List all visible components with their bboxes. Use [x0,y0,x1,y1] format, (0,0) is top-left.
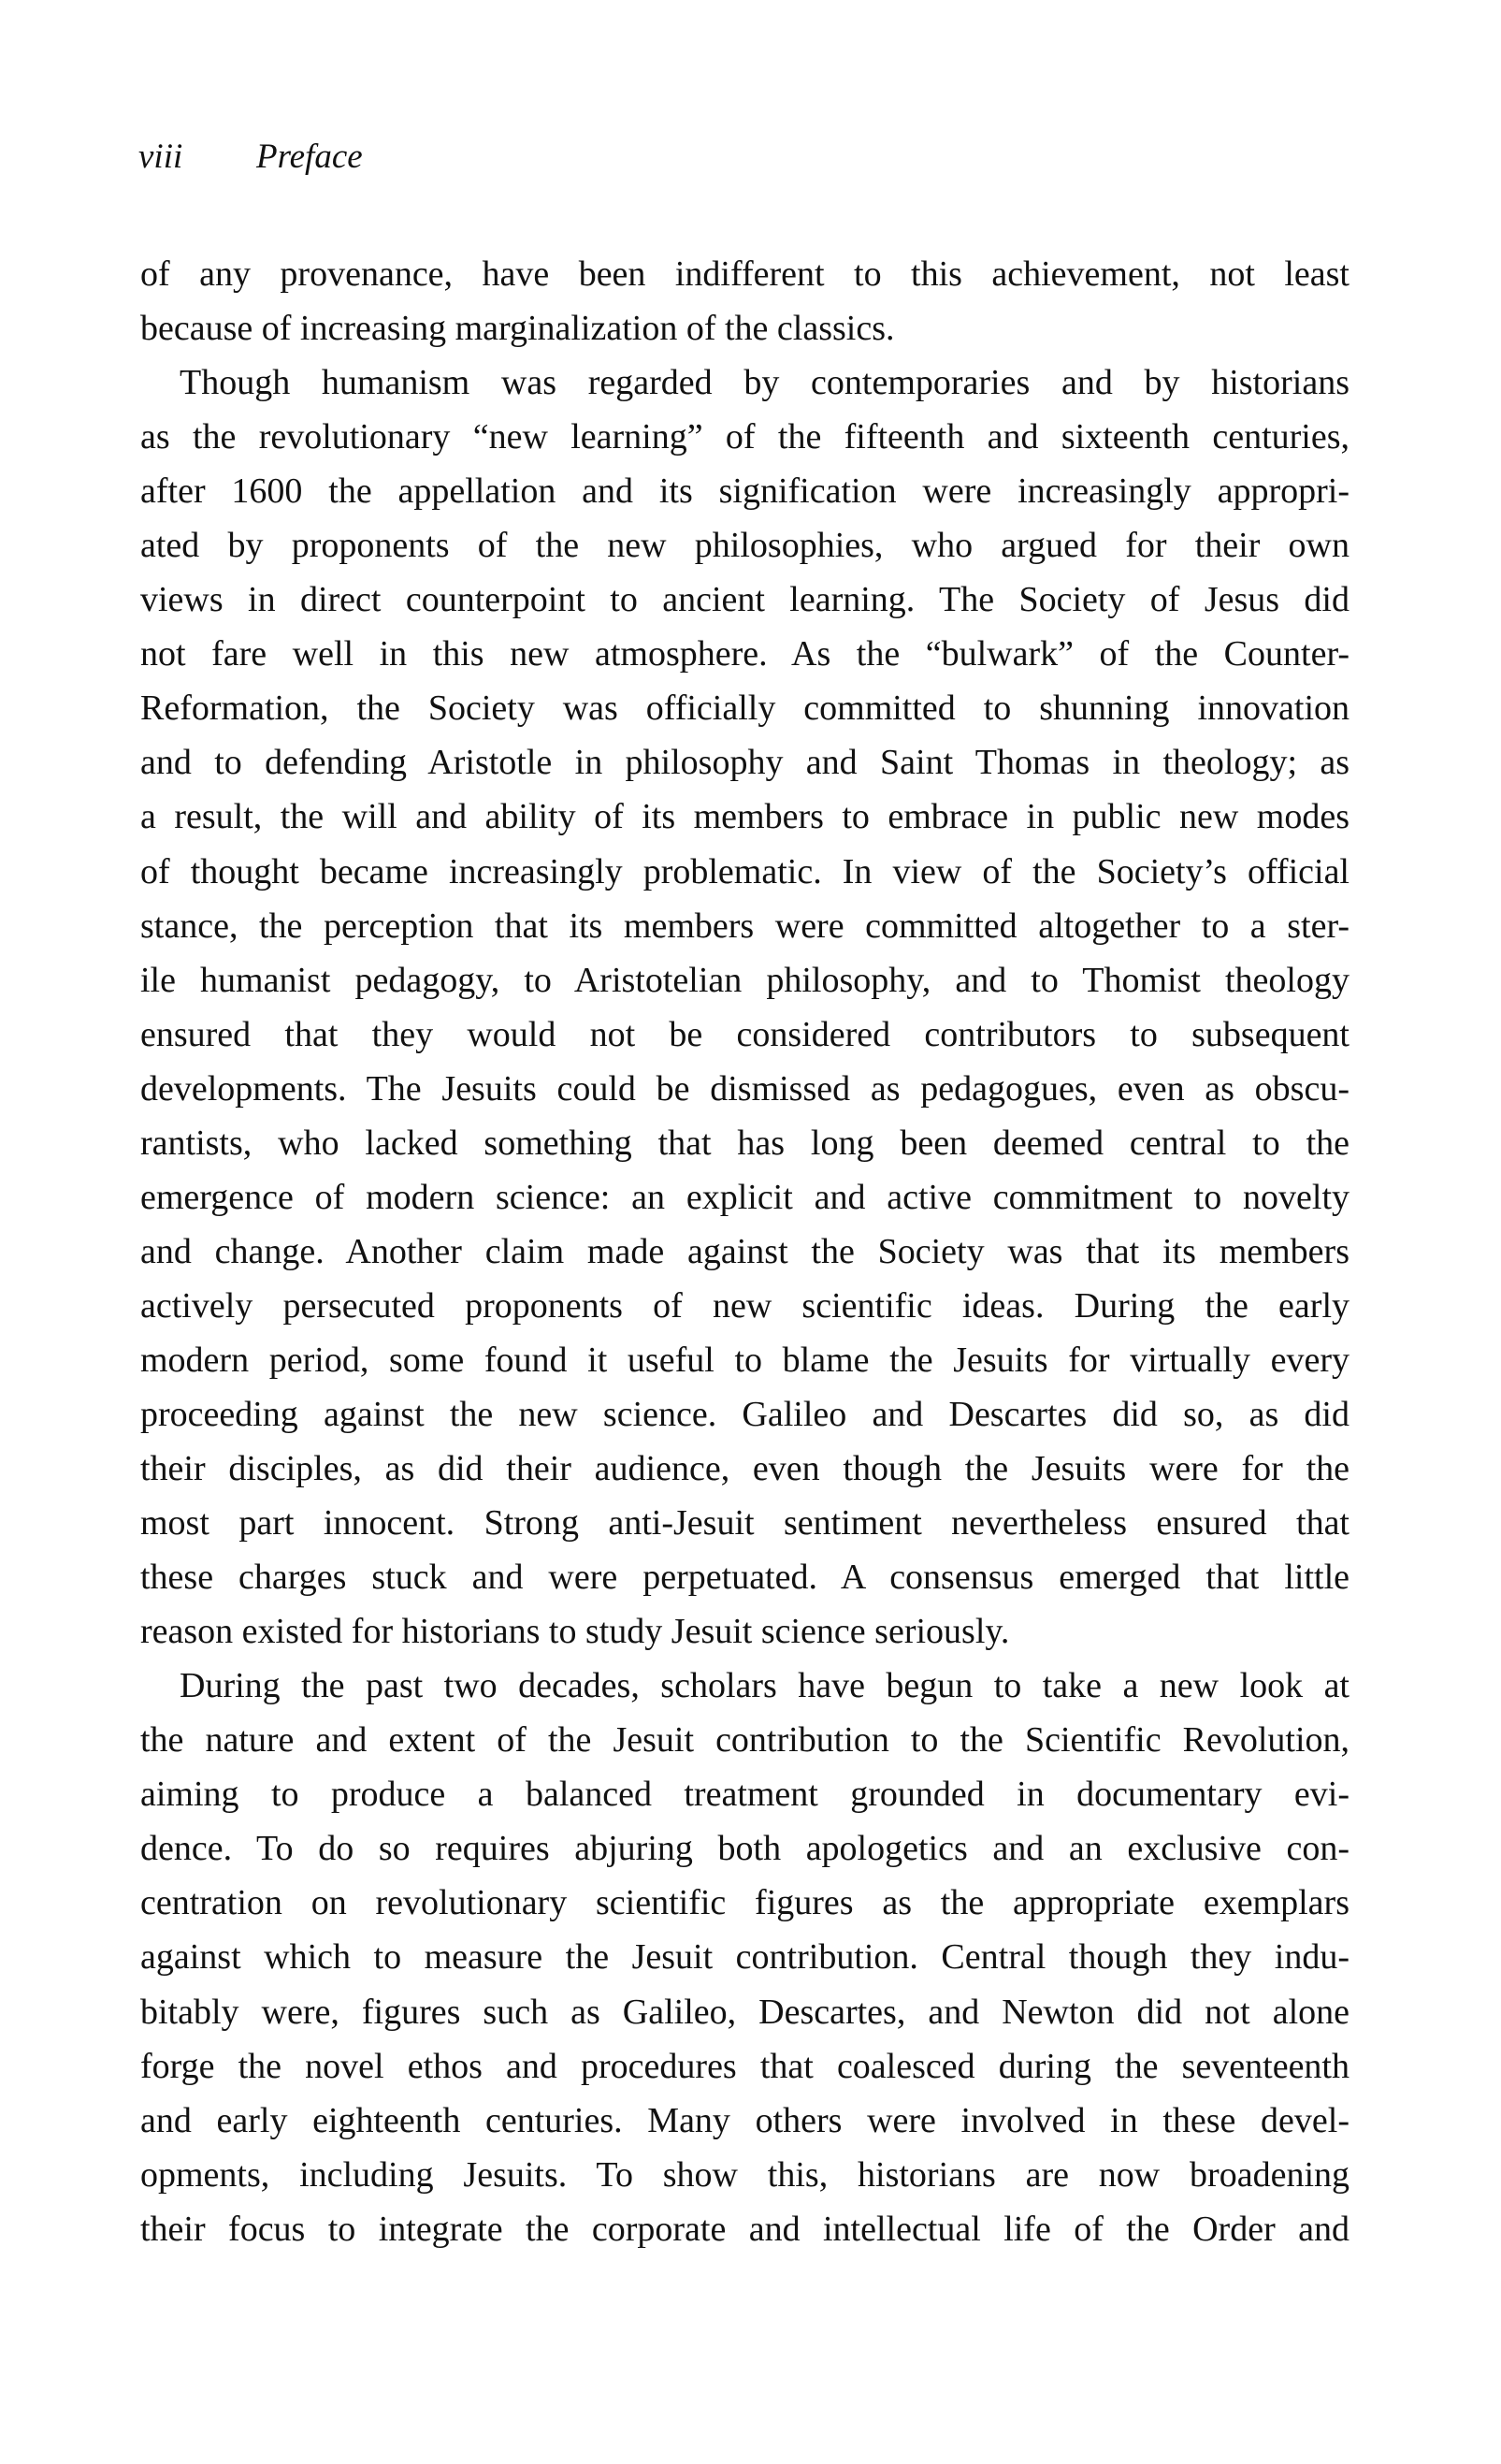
text-line: views in direct counterpoint to ancient learning. The Society of Jesus did [140,580,1349,620]
text-line: Though humanism was regarded by contemporaries and by historians [180,363,1349,403]
text-line: aiming to produce a balanced treatment grounded in documentary evi- [140,1775,1349,1815]
text-line: not fare well in this new atmosphere. As the “bulwark” of the Counter- [140,634,1349,674]
text-line: ated by proponents of the new philosophies, who argued for their own [140,526,1349,566]
text-line: Reformation, the Society was officially committed to shunning innovation [140,688,1349,729]
text-line: bitably were, figures such as Galileo, Descartes, and Newton did not alone [140,1992,1349,2032]
text-line: the nature and extent of the Jesuit contribution to the Scientific Revolution, [140,1720,1349,1761]
text-line: after 1600 the appellation and its signification were increasingly appropri- [140,471,1349,512]
text-line: as the revolutionary “new learning” of the fifteenth and sixteenth centuries, [140,417,1349,457]
text-line: ensured that they would not be considered contributors to subsequent [140,1014,1349,1054]
text-line: modern period, some found it useful to blame the Jesuits for virtually every [140,1340,1349,1380]
text-line: their focus to integrate the corporate and intellectual life of the Order and [140,2209,1349,2249]
running-header [138,131,363,183]
text-line: of any provenance, have been indifferent to this achievement, not least [140,254,1349,294]
text-line: centration on revolutionary scientific figures as the appropriate exemplars [140,1883,1349,1923]
text-line: During the past two decades, scholars have begun to take a new look at [180,1666,1349,1706]
text-line: their disciples, as did their audience, even though the Jesuits were for the [140,1449,1349,1489]
text-line: developments. The Jesuits could be dismissed as pedagogues, even as obscu- [140,1068,1349,1109]
text-line: ile humanist pedagogy, to Aristotelian philosophy, and to Thomist theology [140,960,1349,1000]
text-line: rantists, who lacked something that has long been deemed central to the [140,1123,1349,1163]
text-line: dence. To do so requires abjuring both apologetics and an exclusive con- [140,1829,1349,1869]
text-line: and change. Another claim made against the Society was that its members [140,1231,1349,1271]
text-line: of thought became increasingly problematic. In view of the Society’s official [140,851,1349,891]
text-line: a result, the will and ability of its members to embrace in public new modes [140,797,1349,837]
text-line: these charges stuck and were perpetuated. A consensus emerged that little [140,1558,1349,1598]
text-line: reason existed for historians to study Jesuit science seriously. [140,1612,1010,1652]
running-title: Preface [256,138,363,176]
text-line: proceeding against the new science. Galileo and Descartes did so, as did [140,1394,1349,1434]
text-line: most part innocent. Strong anti-Jesuit sentiment nevertheless ensured that [140,1503,1349,1544]
text-line: actively persecuted proponents of new scientific ideas. During the early [140,1285,1349,1326]
paragraph [140,247,1349,355]
body-text [140,247,1349,2256]
text-line: opments, including Jesuits. To show this, historians are now broadening [140,2154,1349,2195]
text-line: and to defending Aristotle in philosophy and Saint Thomas in theology; as [140,743,1349,783]
text-line: and early eighteenth centuries. Many others were involved in these devel- [140,2100,1349,2140]
paragraph [140,355,1349,1659]
text-line: forge the novel ethos and procedures that coalesced during the seventeenth [140,2046,1349,2086]
page-number: viii [138,138,183,176]
paragraph [140,1659,1349,2256]
text-line: stance, the perception that its members were committed altogether to a ster- [140,906,1349,946]
text-line: emergence of modern science: an explicit and active commitment to novelty [140,1177,1349,1217]
text-line: against which to measure the Jesuit contribution. Central though they indu- [140,1937,1349,1978]
text-line: because of increasing marginalization of the classics. [140,309,895,349]
